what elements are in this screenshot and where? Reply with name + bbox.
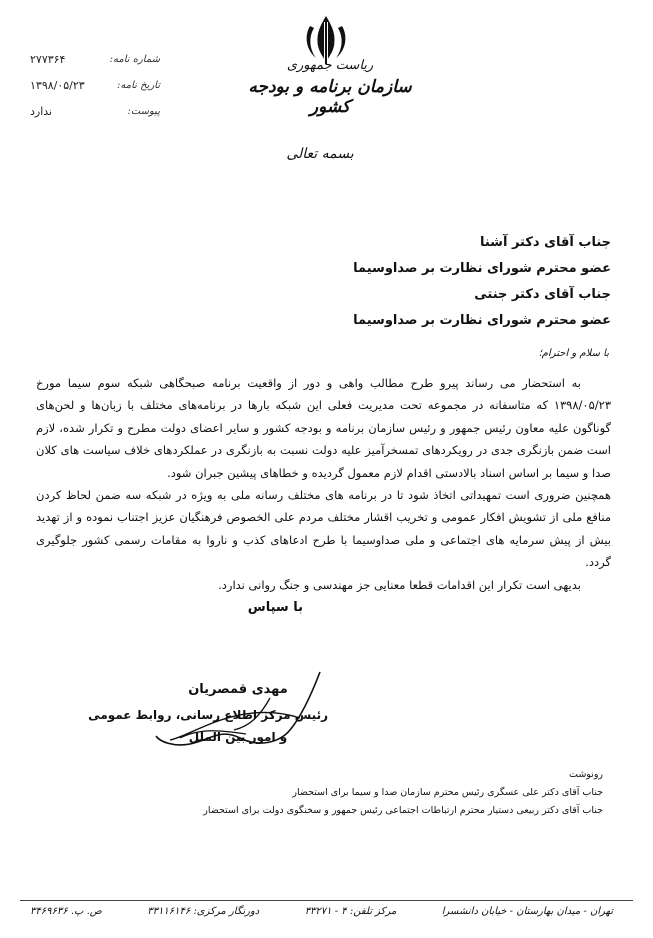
signer-title: و امور بین الملل bbox=[188, 730, 288, 744]
footer-address: تهران - میدان بهارستان - خیابان دانشسرا bbox=[441, 906, 613, 917]
organization-header bbox=[240, 58, 420, 117]
letter-meta bbox=[30, 46, 160, 124]
signer-title: رئیس مرکز اطلاع رسانی، روابط عمومی bbox=[88, 708, 328, 722]
meta-number-row bbox=[30, 46, 160, 72]
bismillah: بسمه تعالی bbox=[286, 146, 354, 162]
meta-attachment-row bbox=[30, 98, 160, 124]
fax-label: دورنگار مرکزی: bbox=[193, 906, 260, 917]
fax-value: ۳۳۱۱۶۱۴۶ bbox=[147, 906, 191, 917]
presidency-label: ریاست جمهوری bbox=[286, 58, 374, 73]
date-value: ۱۳۹۸/۰۵/۲۳ bbox=[30, 78, 85, 92]
footer-divider bbox=[20, 900, 633, 901]
cc-line: جناب آقای دکتر علی عسگری رئیس محترم سازمان صدا و سیما برای استحضار bbox=[292, 787, 603, 798]
recipients bbox=[281, 230, 611, 334]
number-value: ۲۷۷۳۶۴ bbox=[30, 52, 66, 66]
recipient-line: عضو محترم شورای نظارت بر صداوسیما bbox=[353, 313, 611, 328]
signer-name: مهدی قمصریان bbox=[188, 682, 288, 697]
footer-fax bbox=[147, 906, 259, 917]
greeting: با سلام و احترام؛ bbox=[538, 348, 609, 359]
cc-line: جناب آقای دکتر ربیعی دستیار محترم ارتباطات اجتماعی رئیس جمهور و سخنگوی دولت برای استحضار bbox=[203, 805, 603, 816]
footer-postal: ص. پ. ۳۴۶۹۶۳۶ bbox=[30, 906, 102, 917]
footer-phone: مرکز تلفن: ۴ - ۳۳۲۷۱ bbox=[304, 906, 397, 917]
organization-name: سازمان برنامه و بودجه کشور bbox=[248, 77, 412, 117]
attachment-label: پیوست: bbox=[127, 105, 160, 117]
body-paragraph: به استحضار می رساند پیرو طرح مطالب واهی و دور از واقعیت برنامه صبحگاهی شبکه سوم سیما مورخ ۱۳۹۸/۰۵/۲۳ که متاسفانه در مجموعه تحت مدیریت فعلی این شبکه بارها در برنامه‌های مختلف با زبان‌ها و لحن‌های گوناگون علیه معاون رئیس جمهور و رئیس سازمان برنامه و بودجه کشور و سایر اعضای دولت مطرح و تکرار شده، لازم است ضمن بازنگری جدی در رویکردهای تمسخرآمیز علیه دولت نسبت به بازنگری در عملکردهای خلاف سیاست های کلان صدا و سیما بر اساس اسناد بالادستی اقدام لازم معمول گردیده و خطاهای پیشین جبران شود. bbox=[36, 376, 611, 480]
carbon-copy bbox=[183, 766, 603, 820]
closing: با سپاس bbox=[247, 600, 303, 615]
recipient-line: عضو محترم شورای نظارت بر صداوسیما bbox=[353, 261, 611, 276]
cc-title: رونوشت bbox=[568, 769, 603, 780]
body-paragraph: همچنین ضروری است تمهیداتی اتخاذ شود تا در برنامه های مختلف رسانه ملی به ویژه در شبکه سه ضمن لحاظ کردن منافع ملی از تشویش افکار عمومی و تخریب اقشار مختلف مردم علی الخصوص فرهنگیان عزیز اجتناب نموده و از تهدید بیش از پیش سرمایه های اجتماعی و ملی صداوسیما با طرح ادعاهای کذب و ناروا به مقامات رسمی کشور جلوگیری گردد. bbox=[36, 488, 611, 570]
body-paragraph: بدیهی است تکرار این اقدامات قطعا معنایی جز مهندسی و جنگ روانی ندارد. bbox=[218, 577, 581, 592]
number-label: شماره نامه: bbox=[109, 53, 160, 65]
letter-body bbox=[36, 372, 611, 596]
signer-block bbox=[88, 676, 328, 748]
meta-date-row bbox=[30, 72, 160, 98]
footer bbox=[30, 906, 613, 917]
recipient-line: جناب آقای دکتر جنتی bbox=[474, 287, 611, 302]
recipient-line: جناب آقای دکتر آشنا bbox=[479, 235, 611, 250]
attachment-value: ندارد bbox=[30, 104, 53, 118]
date-label: تاریخ نامه: bbox=[117, 79, 160, 91]
